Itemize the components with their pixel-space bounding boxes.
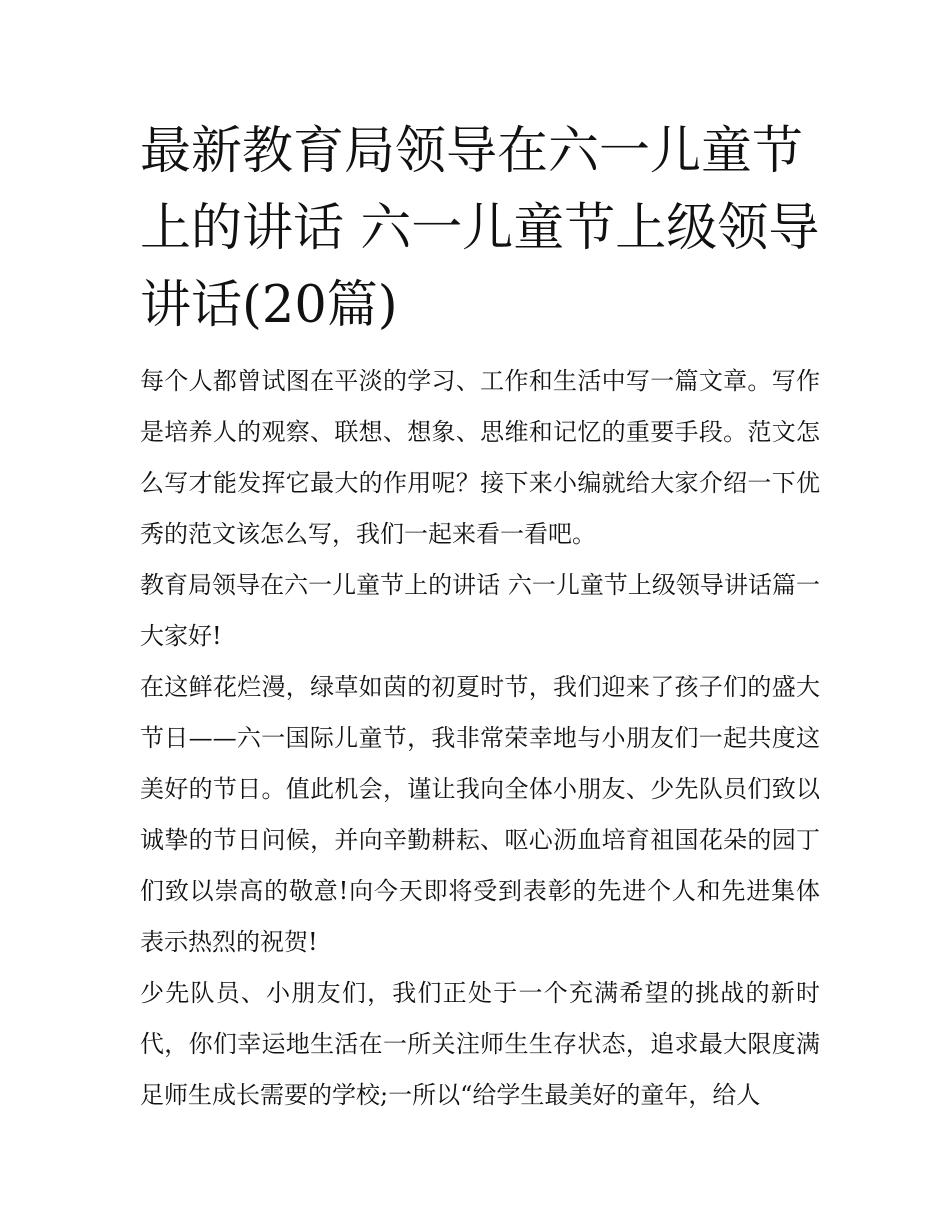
intro-paragraph: 每个人都曾试图在平淡的学习、工作和生活中写一篇文章。写作是培养人的观察、联想、想象、思维和记忆的重要手段。范文怎么写才能发挥它最大的作用呢？接下来小编就给大家介绍一下优秀的范文该怎么写，我们一起来看一看吧。 bbox=[140, 367, 820, 548]
body-paragraph: 少先队员、小朋友们，我们正处于一个充满希望的挑战的新时代，你们幸运地生活在一所关注师生生存状态，追求最大限度满足师生成长需要的学校;一所以“给学生最美好的童年，给人 bbox=[140, 979, 820, 1109]
document-body bbox=[140, 356, 820, 1121]
body-paragraph: 在这鲜花烂漫，绿草如茵的初夏时节，我们迎来了孩子们的盛大节日——六一国际儿童节，我非常荣幸地与小朋友们一起共度这美好的节日。值此机会，谨让我向全体小朋友、少先队员们致以诚挚的节日问候，并向辛勤耕耘、呕心沥血培育祖国花朵的园丁们致以崇高的敬意!向今天即将受到表彰的先进个人和先进集体表示热烈的祝贺! bbox=[140, 673, 820, 956]
section-heading-paragraph: 教育局领导在六一儿童节上的讲话 六一儿童节上级领导讲话篇一 大家好! bbox=[140, 571, 820, 650]
document-title: 最新教育局领导在六一儿童节上的讲话 六一儿童节上级领导讲话(20篇) bbox=[140, 122, 820, 335]
